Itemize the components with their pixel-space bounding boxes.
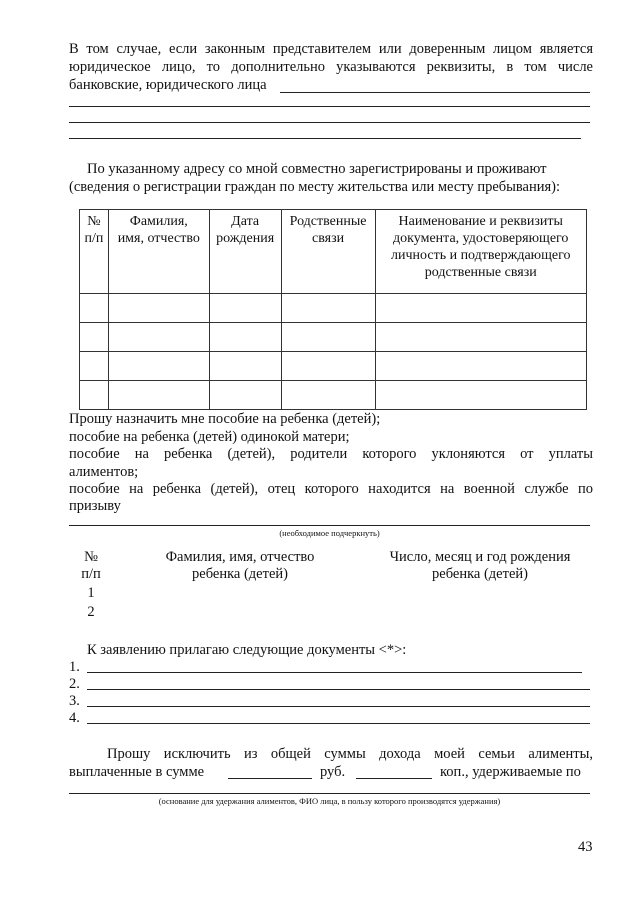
table-cell[interactable] bbox=[108, 294, 209, 323]
alimony-label-sum: выплаченные в сумме bbox=[69, 764, 205, 780]
table-cell[interactable] bbox=[281, 352, 375, 381]
intro-line-2: юридическое лицо, то дополнительно указываются реквизиты, в том числе bbox=[69, 59, 593, 75]
table-cell[interactable] bbox=[281, 381, 375, 410]
document-line-4[interactable] bbox=[87, 723, 590, 724]
table-cell[interactable] bbox=[375, 294, 587, 323]
table-cell[interactable] bbox=[80, 323, 109, 352]
documents-title: К заявлению прилагаю следующие документы <*>: bbox=[87, 642, 407, 658]
children-row-1: 1 bbox=[87, 585, 95, 601]
table-cell[interactable] bbox=[108, 323, 209, 352]
children-col-birthdate: Число, месяц и год рождения ребенка (детей) bbox=[389, 549, 571, 582]
table-cell[interactable] bbox=[80, 352, 109, 381]
table-cell[interactable] bbox=[375, 352, 587, 381]
alimony-line-1: Прошу исключить из общей суммы дохода моей семьи алименты, bbox=[107, 746, 593, 762]
request-line-4: алиментов; bbox=[69, 464, 139, 480]
legal-entity-line-4[interactable] bbox=[69, 138, 581, 139]
header-birthdate: Дата рождения bbox=[209, 210, 281, 294]
document-line-3[interactable] bbox=[87, 706, 590, 707]
document-item-1: 1. bbox=[69, 659, 80, 675]
table-row bbox=[80, 294, 587, 323]
request-line-3: пособие на ребенка (детей), родители которого уклоняются от уплаты bbox=[69, 446, 593, 462]
document-line-2[interactable] bbox=[87, 689, 590, 690]
registered-line-2: (сведения о регистрации граждан по месту жительства или месту пребывания): bbox=[69, 179, 561, 195]
request-line-5: пособие на ребенка (детей), отец которого находится на военной службе по bbox=[69, 481, 593, 497]
table-cell[interactable] bbox=[80, 381, 109, 410]
table-cell[interactable] bbox=[209, 294, 281, 323]
table-row bbox=[80, 323, 587, 352]
legal-entity-line-1[interactable] bbox=[280, 92, 590, 93]
request-line-2: пособие на ребенка (детей) одинокой матери; bbox=[69, 429, 350, 445]
header-relation: Родственные связи bbox=[281, 210, 375, 294]
table-row bbox=[80, 352, 587, 381]
alimony-rub-line[interactable] bbox=[228, 778, 312, 779]
document-item-2: 2. bbox=[69, 676, 80, 692]
children-row-2: 2 bbox=[87, 604, 95, 620]
intro-line-1: В том случае, если законным представителем или доверенным лицом является bbox=[69, 41, 593, 57]
table-cell[interactable] bbox=[281, 323, 375, 352]
table-cell[interactable] bbox=[209, 352, 281, 381]
alimony-basis-line[interactable] bbox=[69, 793, 590, 794]
table-cell[interactable] bbox=[108, 352, 209, 381]
underline-note: (необходимое подчеркнуть) bbox=[279, 528, 380, 538]
intro-line-3: банковские, юридического лица bbox=[69, 77, 267, 93]
legal-entity-line-3[interactable] bbox=[69, 122, 590, 123]
children-col-fullname: Фамилия, имя, отчество ребенка (детей) bbox=[165, 549, 315, 582]
document-item-3: 3. bbox=[69, 693, 80, 709]
alimony-note: (основание для удержания алиментов, ФИО лица, в пользу которого производятся удержания) bbox=[158, 796, 501, 806]
table-cell[interactable] bbox=[375, 381, 587, 410]
page-number: 43 bbox=[578, 839, 593, 855]
family-table-header bbox=[80, 210, 587, 294]
children-col-number: № п/п bbox=[81, 549, 101, 582]
table-cell[interactable] bbox=[108, 381, 209, 410]
document-line-1[interactable] bbox=[87, 672, 582, 673]
document-item-4: 4. bbox=[69, 710, 80, 726]
table-cell[interactable] bbox=[209, 323, 281, 352]
table-cell[interactable] bbox=[80, 294, 109, 323]
table-cell[interactable] bbox=[281, 294, 375, 323]
table-row bbox=[80, 381, 587, 410]
benefit-choice-line[interactable] bbox=[69, 525, 590, 526]
request-line-1: Прошу назначить мне пособие на ребенка (детей); bbox=[69, 411, 381, 427]
alimony-label-rub: руб. bbox=[320, 764, 346, 780]
family-table bbox=[79, 209, 587, 410]
header-number: № п/п bbox=[80, 210, 109, 294]
header-fullname: Фамилия, имя, отчество bbox=[108, 210, 209, 294]
alimony-label-kop: коп., удерживаемые по bbox=[440, 764, 581, 780]
table-cell[interactable] bbox=[209, 381, 281, 410]
table-cell[interactable] bbox=[375, 323, 587, 352]
alimony-kop-line[interactable] bbox=[356, 778, 432, 779]
legal-entity-line-2[interactable] bbox=[69, 106, 590, 107]
header-document: Наименование и реквизиты документа, удостоверяющего личность и подтверждающего родственные связи bbox=[375, 210, 587, 294]
request-line-6: призыву bbox=[69, 498, 121, 514]
registered-line-1: По указанному адресу со мной совместно зарегистрированы и проживают bbox=[87, 161, 547, 177]
